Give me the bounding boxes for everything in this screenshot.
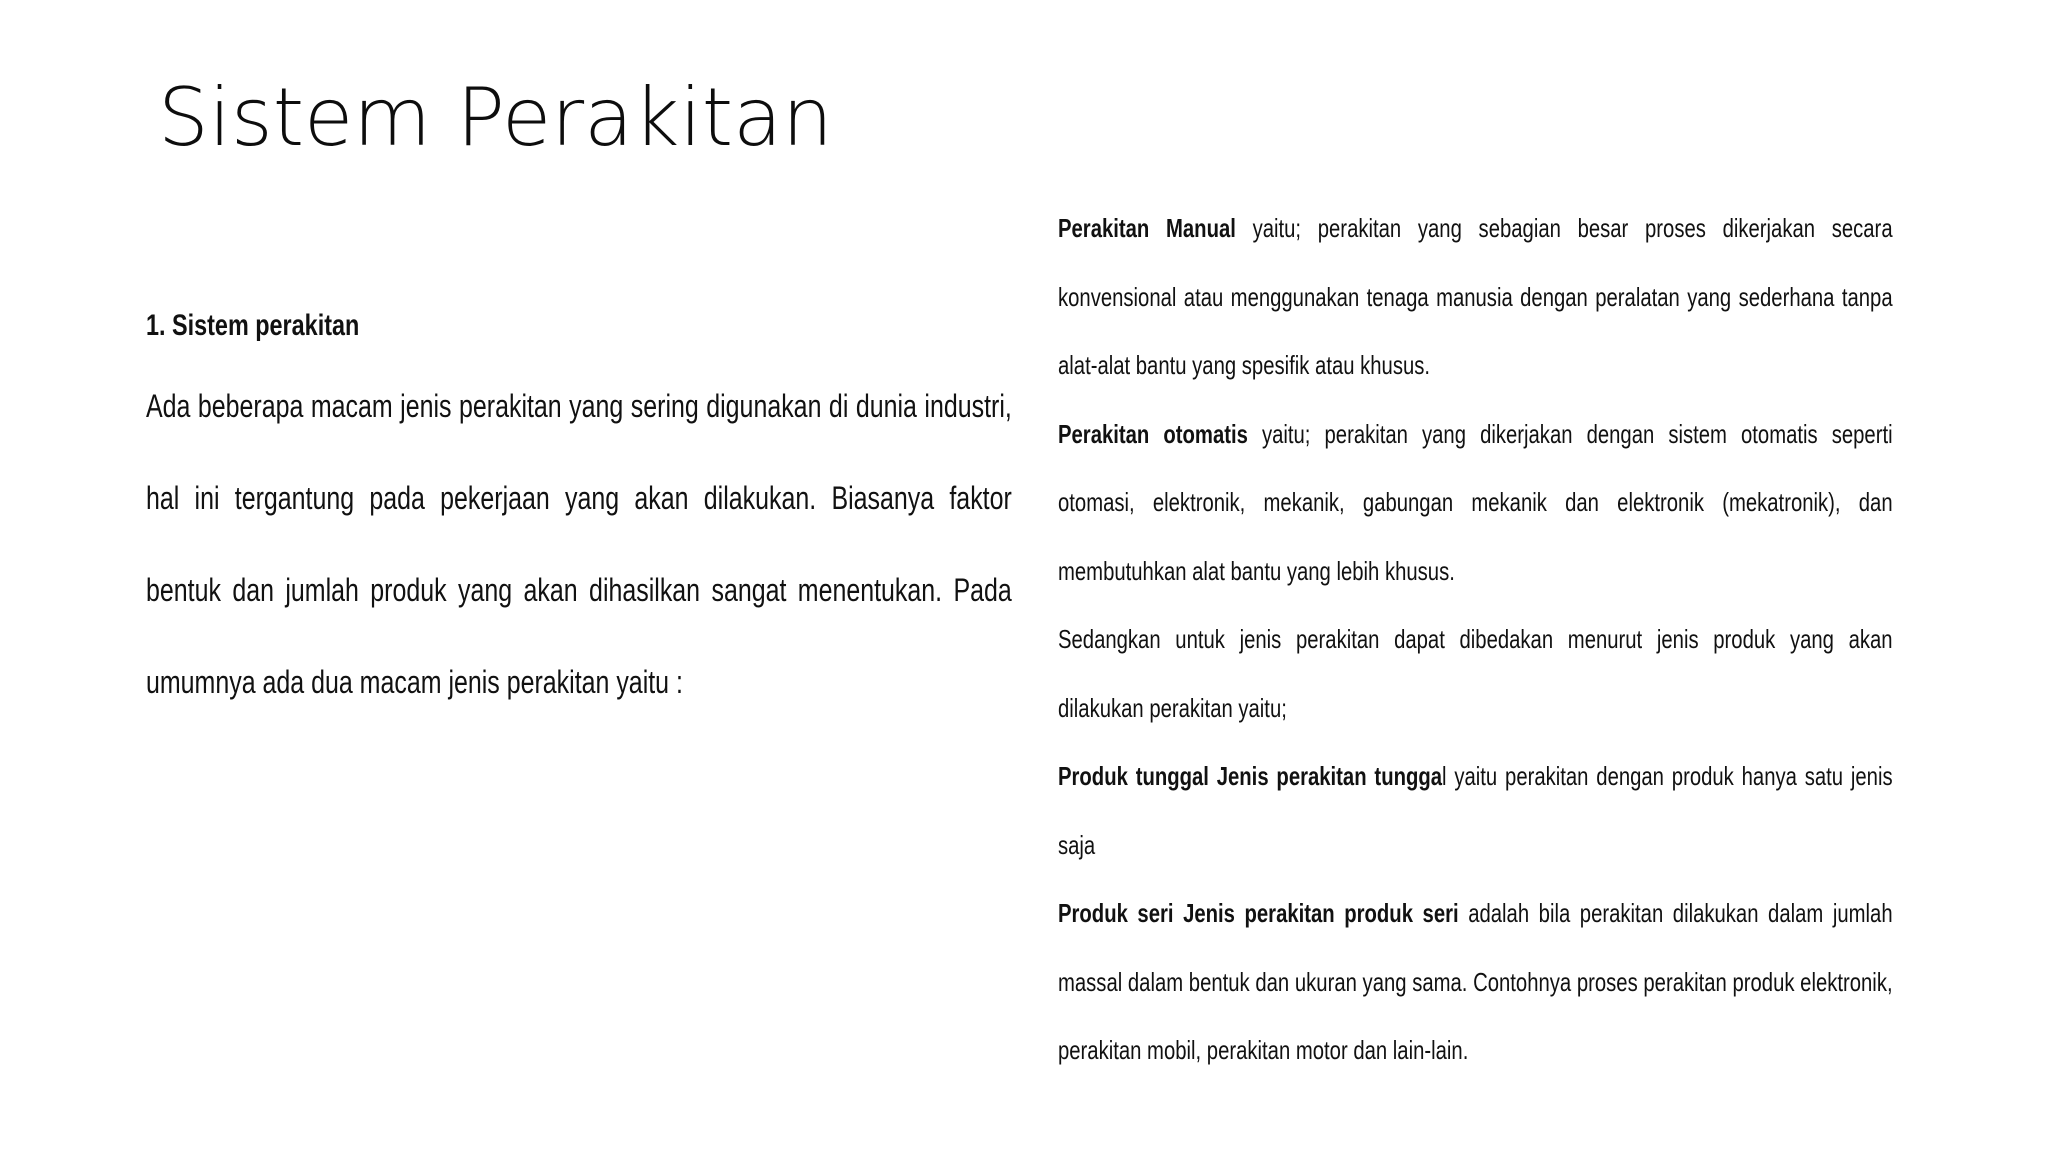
intro-paragraph: Ada beberapa macam jenis perakitan yang sering digunakan di dunia industri, hal ini tergantung pada pekerjaan yang akan dilakukan. Biasanya faktor bentuk dan jumlah produk yang akan dihasilkan sangat menentukan. Pada umumnya ada dua macam jenis perakitan yaitu : xyxy=(146,388,1012,700)
left-text-panel xyxy=(146,292,1012,728)
automatic-assembly-paragraph xyxy=(1058,400,1893,606)
automatic-assembly-term: Perakitan otomatis xyxy=(1058,418,1248,449)
automatic-assembly-text: yaitu; perakitan yang dikerjakan dengan sistem otomatis seperti otomasi, elektronik, mekanik, gabungan mekanik dan elektronik (mekatronik), dan membutuhkan alat bantu yang lebih khusus. xyxy=(1058,418,1893,586)
manual-assembly-text: yaitu; perakitan yang sebagian besar proses dikerjakan secara konvensional atau menggunakan tenaga manusia dengan peralatan yang sederhana tanpa alat-alat bantu yang spesifik atau khusus. xyxy=(1058,213,1893,380)
product-type-intro-paragraph: Sedangkan untuk jenis perakitan dapat dibedakan menurut jenis produk yang akan dilakukan perakitan yaitu; xyxy=(1058,624,1893,723)
section-heading: 1. Sistem perakitan xyxy=(146,309,360,342)
single-product-term: Produk tunggal Jenis perakitan tungga xyxy=(1058,761,1443,791)
series-product-paragraph xyxy=(1058,879,1893,1085)
single-product-paragraph xyxy=(1058,742,1893,879)
series-product-text: adalah bila perakitan dilakukan dalam jumlah massal dalam bentuk dan ukuran yang sama. Contohnya proses perakitan produk elektronik, perakitan mobil, perakitan motor dan lain-lain. xyxy=(1058,898,1893,1065)
series-product-term: Produk seri Jenis perakitan produk seri xyxy=(1058,898,1459,928)
slide-title: Sistem Perakitan xyxy=(158,71,833,164)
right-text-panel xyxy=(1058,194,1892,1085)
manual-assembly-term: Perakitan Manual xyxy=(1058,213,1236,243)
manual-assembly-paragraph xyxy=(1058,194,1893,400)
single-product-text: l yaitu perakitan dengan produk hanya satu jenis saja xyxy=(1058,761,1893,860)
